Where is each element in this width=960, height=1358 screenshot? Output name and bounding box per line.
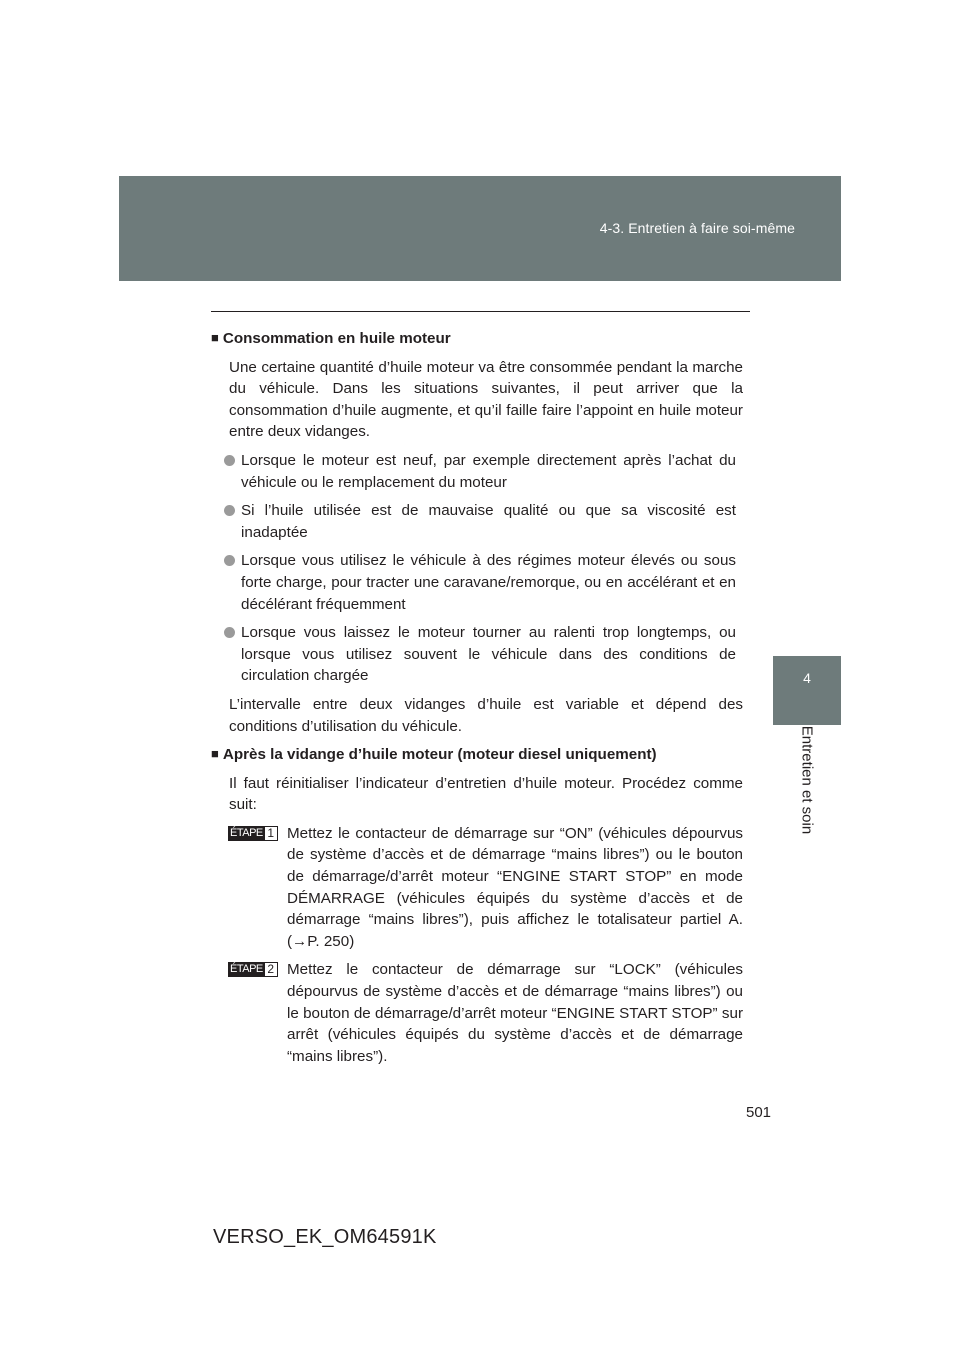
list-item: Si l’huile utilisée est de mauvaise qualité ou que sa viscosité est inadaptée [241,500,736,543]
step-2: ÉTAPE 2 Mettez le contacteur de démarrage sur “LOCK” (véhicules dépourvus de système d’accès et de démarrage “mains libres”) ou le bouton de démarrage/d’arrêt moteur “ENGINE START STOP” sur arrêt (véhicules équipés du système d’accès et de démarrage “mains libres”). [230,961,743,1065]
bullet-dot-icon [224,505,235,516]
bullet-dot-icon [224,555,235,566]
heading-oil-consumption: ■ Consommation en huile moteur [211,330,451,347]
page-number: 501 [746,1104,772,1121]
square-bullet-icon: ■ [211,746,219,762]
chapter-label: Entretien et soin [798,725,816,835]
bullet-dot-icon [224,627,235,638]
oil-consumption-outro: L’intervalle entre deux vidanges d’huile est variable et dépend des conditions d’utilisation du véhicule. [229,695,743,735]
chapter-number: 4 [803,670,811,686]
step-1: ÉTAPE 1 Mettez le contacteur de démarrage sur “ON” (véhicules dépourvus de système d’accès et de démarrage “mains libres”) ou le bouton de démarrage/d’arrêt moteur “ENGINE START STOP” en mode DÉMARRAGE (véhicules équipés du système d’accès et de démarrage “mains libres”), puis affichez le totalisateur partiel A. (→P. 250) [230,824,743,950]
square-bullet-icon: ■ [211,330,219,345]
heading-after-oil-change: ■ Après la vidange d’huile moteur (moteur diesel uniquement) [211,746,657,764]
section-divider [211,311,750,312]
list-item: Lorsque vous utilisez le véhicule à des régimes moteur élevés ou sous forte charge, pour tracter une caravane/remorque, ou en accélérant et en décélérant fréquemment [241,550,736,615]
list-item: Lorsque le moteur est neuf, par exemple directement après l’achat du véhicule ou le remplacement du moteur [241,450,736,493]
section-title: 4-3. Entretien à faire soi-même [599,220,795,236]
step-badge: ÉTAPE 2 [228,962,278,977]
chapter-tab [773,656,841,725]
page-content [211,328,743,1074]
document-code: VERSO_EK_OM64591K [213,1226,437,1248]
after-oil-change-intro: Il faut réinitialiser l’indicateur d’entretien d’huile moteur. Procédez comme suit: [229,774,743,814]
list-item: Lorsque vous laissez le moteur tourner au ralenti trop longtemps, ou lorsque vous utilisez souvent le véhicule dans des conditions de circulation chargée [241,622,736,687]
step-badge: ÉTAPE 1 [228,826,278,841]
oil-consumption-intro: Une certaine quantité d’huile moteur va être consommée pendant la marche du véhicule. Dans les situations suivantes, il peut arriver que la consommation d’huile augmente, et qu’il faille faire l’appoint en huile moteur entre deux vidanges. [229,358,743,441]
bullet-dot-icon [224,455,235,466]
chapter-header-bar [119,176,841,281]
